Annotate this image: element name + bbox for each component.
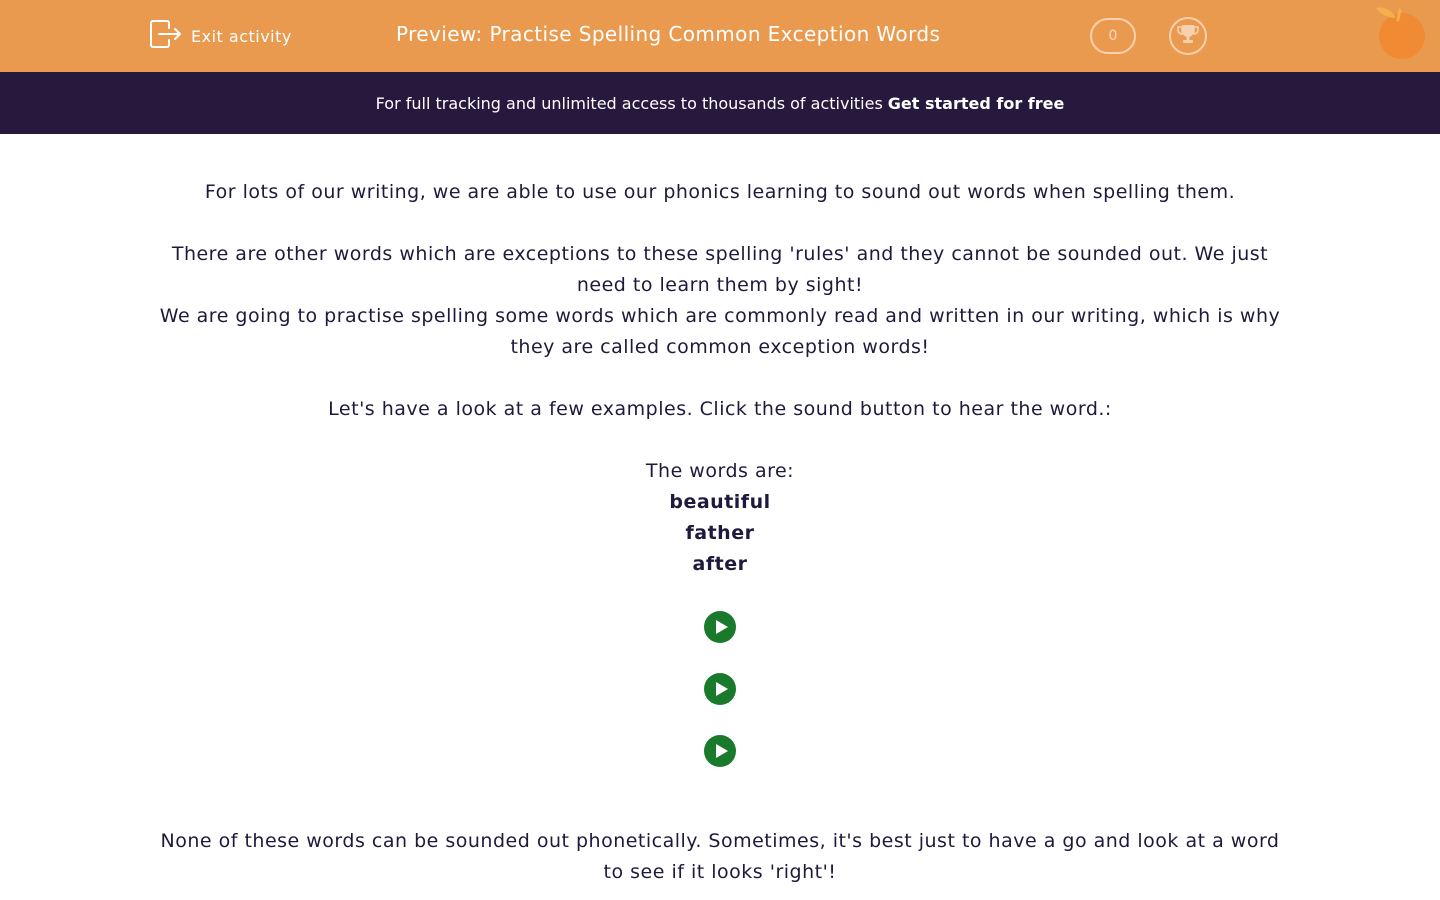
word-after: after xyxy=(692,553,748,575)
promo-banner xyxy=(0,72,1440,134)
conclusion-paragraph: None of these words can be sounded out phonetically. Sometimes, it's best just to have a go and look at a word to see if it looks 'right'! xyxy=(160,830,1280,883)
exceptions-paragraph: There are other words which are exceptions to these spelling 'rules' and they cannot be sounded out. We just need to learn them by sight! xyxy=(171,243,1269,296)
exit-activity-label: Exit activity xyxy=(191,26,292,46)
get-started-link[interactable]: Get started for free xyxy=(887,93,1065,113)
play-sound-button[interactable] xyxy=(704,611,736,643)
trophy-button[interactable] xyxy=(1169,17,1207,55)
exit-icon xyxy=(149,19,183,53)
word-father: father xyxy=(685,522,755,544)
play-sound-button[interactable] xyxy=(704,735,736,767)
words-intro: The words are: xyxy=(645,460,795,482)
score-badge: 0 xyxy=(1090,18,1136,54)
intro-paragraph: For lots of our writing, we are able to use our phonics learning to sound out words when spelling them. xyxy=(204,181,1236,203)
promo-text: For full tracking and unlimited access to thousands of activities xyxy=(375,93,883,113)
trophy-icon xyxy=(1176,22,1200,50)
practise-paragraph: We are going to practise spelling some words which are commonly read and written in our writing, which is why they are called common exception words! xyxy=(159,305,1281,358)
examples-paragraph: Let's have a look at a few examples. Click the sound button to hear the word.: xyxy=(328,398,1112,420)
page-title: Preview: Practise Spelling Common Exception Words xyxy=(396,22,941,46)
play-sound-button[interactable] xyxy=(704,673,736,705)
logo-icon xyxy=(1374,4,1430,62)
lesson-content xyxy=(150,177,1290,888)
word-beautiful: beautiful xyxy=(669,491,771,513)
exit-activity-button[interactable] xyxy=(149,20,292,52)
top-bar xyxy=(0,0,1440,72)
